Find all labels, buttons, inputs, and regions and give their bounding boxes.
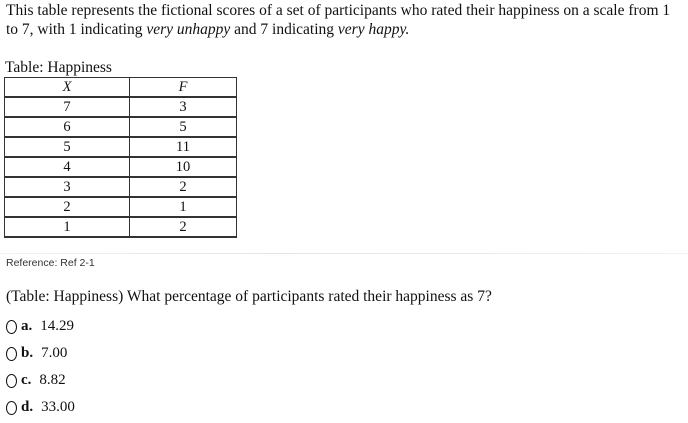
intro-emphasis-happy: very happy. [337,21,410,38]
option-b[interactable] [6,340,75,367]
option-c[interactable] [6,367,75,394]
table-header-row [5,78,237,98]
radio-button[interactable] [6,374,17,388]
header-f: F [130,78,237,98]
cell-x: 3 [5,177,130,197]
table-row [5,97,237,117]
cell-f: 2 [130,217,237,237]
cell-x: 7 [5,97,130,117]
cell-f: 2 [130,177,237,197]
option-letter: d. [21,399,34,415]
option-text: 14.29 [40,318,74,334]
cell-x: 5 [5,137,130,157]
table-caption: Table: Happiness [5,59,112,76]
option-text: 33.00 [41,399,75,415]
radio-button[interactable] [6,401,17,415]
intro-text-2: and 7 indicating [230,21,338,38]
table-row [5,117,237,137]
option-letter: c. [21,372,32,388]
option-d[interactable] [6,394,75,421]
cell-f: 5 [130,117,237,137]
intro-paragraph [6,1,682,39]
table-row [5,197,237,217]
cell-x: 4 [5,157,130,177]
reference-label: Reference: Ref 2-1 [6,257,95,269]
cell-f: 1 [130,197,237,217]
cell-f: 10 [130,157,237,177]
table-row [5,157,237,177]
intro-text-1: This table represents the fictional scores of a set of participants who rated their happiness on a scale from 1 to 7, with 1 indicating [6,2,671,38]
cell-x: 6 [5,117,130,137]
happiness-table [4,77,237,238]
intro-emphasis-unhappy: very unhappy [146,21,231,38]
option-text: 8.82 [39,372,66,388]
cell-f: 3 [130,97,237,117]
radio-button[interactable] [6,320,17,334]
cell-x: 2 [5,197,130,217]
option-a[interactable] [6,313,75,340]
answer-options [6,313,75,421]
table-row [5,137,237,157]
option-letter: b. [21,345,34,361]
section-divider [0,253,688,254]
header-x: X [5,78,130,98]
option-text: 7.00 [41,345,68,361]
table-row [5,217,237,237]
table-row [5,177,237,197]
cell-f: 11 [130,137,237,157]
radio-button[interactable] [6,347,17,361]
option-letter: a. [21,318,33,334]
cell-x: 1 [5,217,130,237]
question-text: (Table: Happiness) What percentage of participants rated their happiness as 7? [6,288,492,305]
